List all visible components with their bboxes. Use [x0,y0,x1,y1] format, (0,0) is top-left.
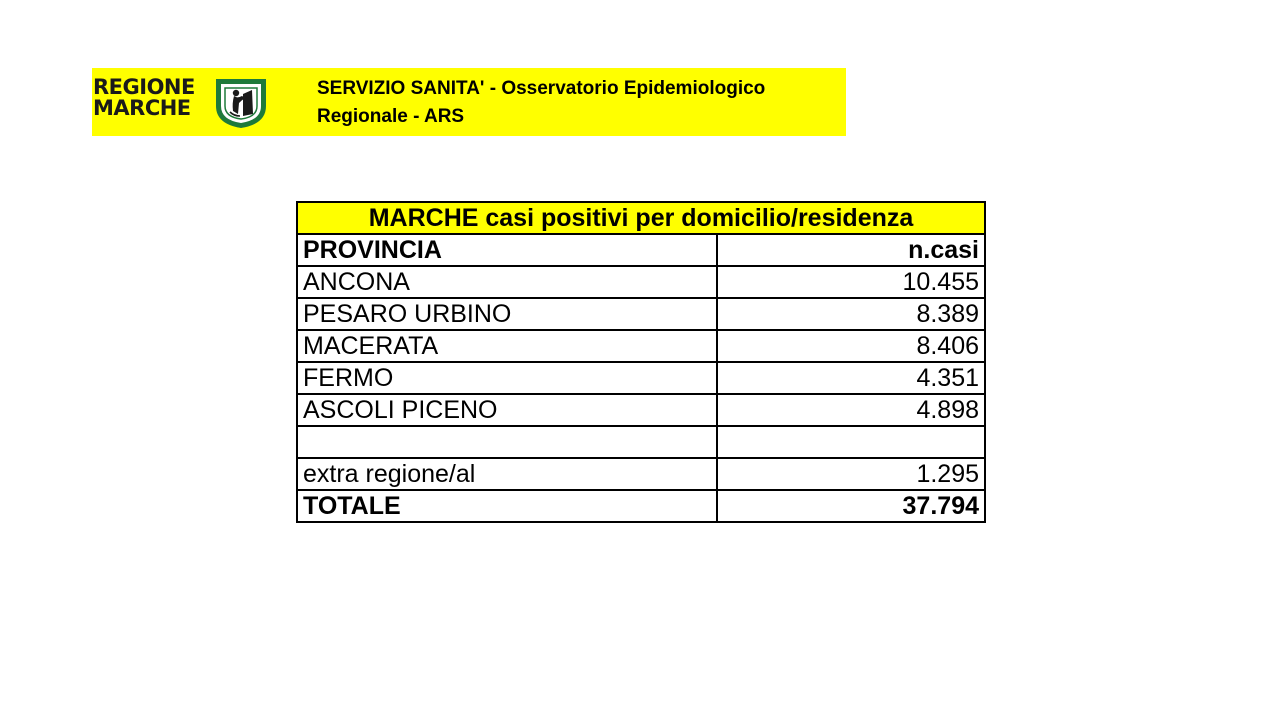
case-count: 4.351 [717,362,985,394]
province-name: FERMO [297,362,717,394]
table-total-row [297,490,985,522]
header-line-1: SERVIZIO SANITA' - Osservatorio Epidemiologico [317,78,766,99]
table-row [297,458,985,490]
column-header-provincia: PROVINCIA [297,234,717,266]
province-name: ANCONA [297,266,717,298]
table-title: MARCHE casi positivi per domicilio/residenza [297,202,985,234]
header-line-2: Regionale - ARS [317,106,465,127]
logo-line-1: REGIONE [93,75,195,99]
regione-marche-emblem-icon [212,76,270,130]
logo-text [93,77,195,119]
logo-line-2: MARCHE [93,96,191,120]
table-row [297,266,985,298]
case-count: 1.295 [717,458,985,490]
province-name: PESARO URBINO [297,298,717,330]
cases-table [296,201,986,523]
column-header-n-casi: n.casi [717,234,985,266]
total-label: TOTALE [297,490,717,522]
table-row [297,394,985,426]
total-value: 37.794 [717,490,985,522]
table-header-row [297,234,985,266]
header-text [317,75,765,131]
empty-cell [297,426,717,458]
header-banner [92,68,846,136]
province-name: ASCOLI PICENO [297,394,717,426]
regione-marche-logo [92,74,270,130]
case-count: 8.389 [717,298,985,330]
case-count: 10.455 [717,266,985,298]
province-name: MACERATA [297,330,717,362]
table-row [297,330,985,362]
case-count: 8.406 [717,330,985,362]
table-title-row [297,202,985,234]
table-row [297,362,985,394]
empty-cell [717,426,985,458]
case-count: 4.898 [717,394,985,426]
table-row [297,298,985,330]
table-row-empty [297,426,985,458]
province-name: extra regione/al [297,458,717,490]
